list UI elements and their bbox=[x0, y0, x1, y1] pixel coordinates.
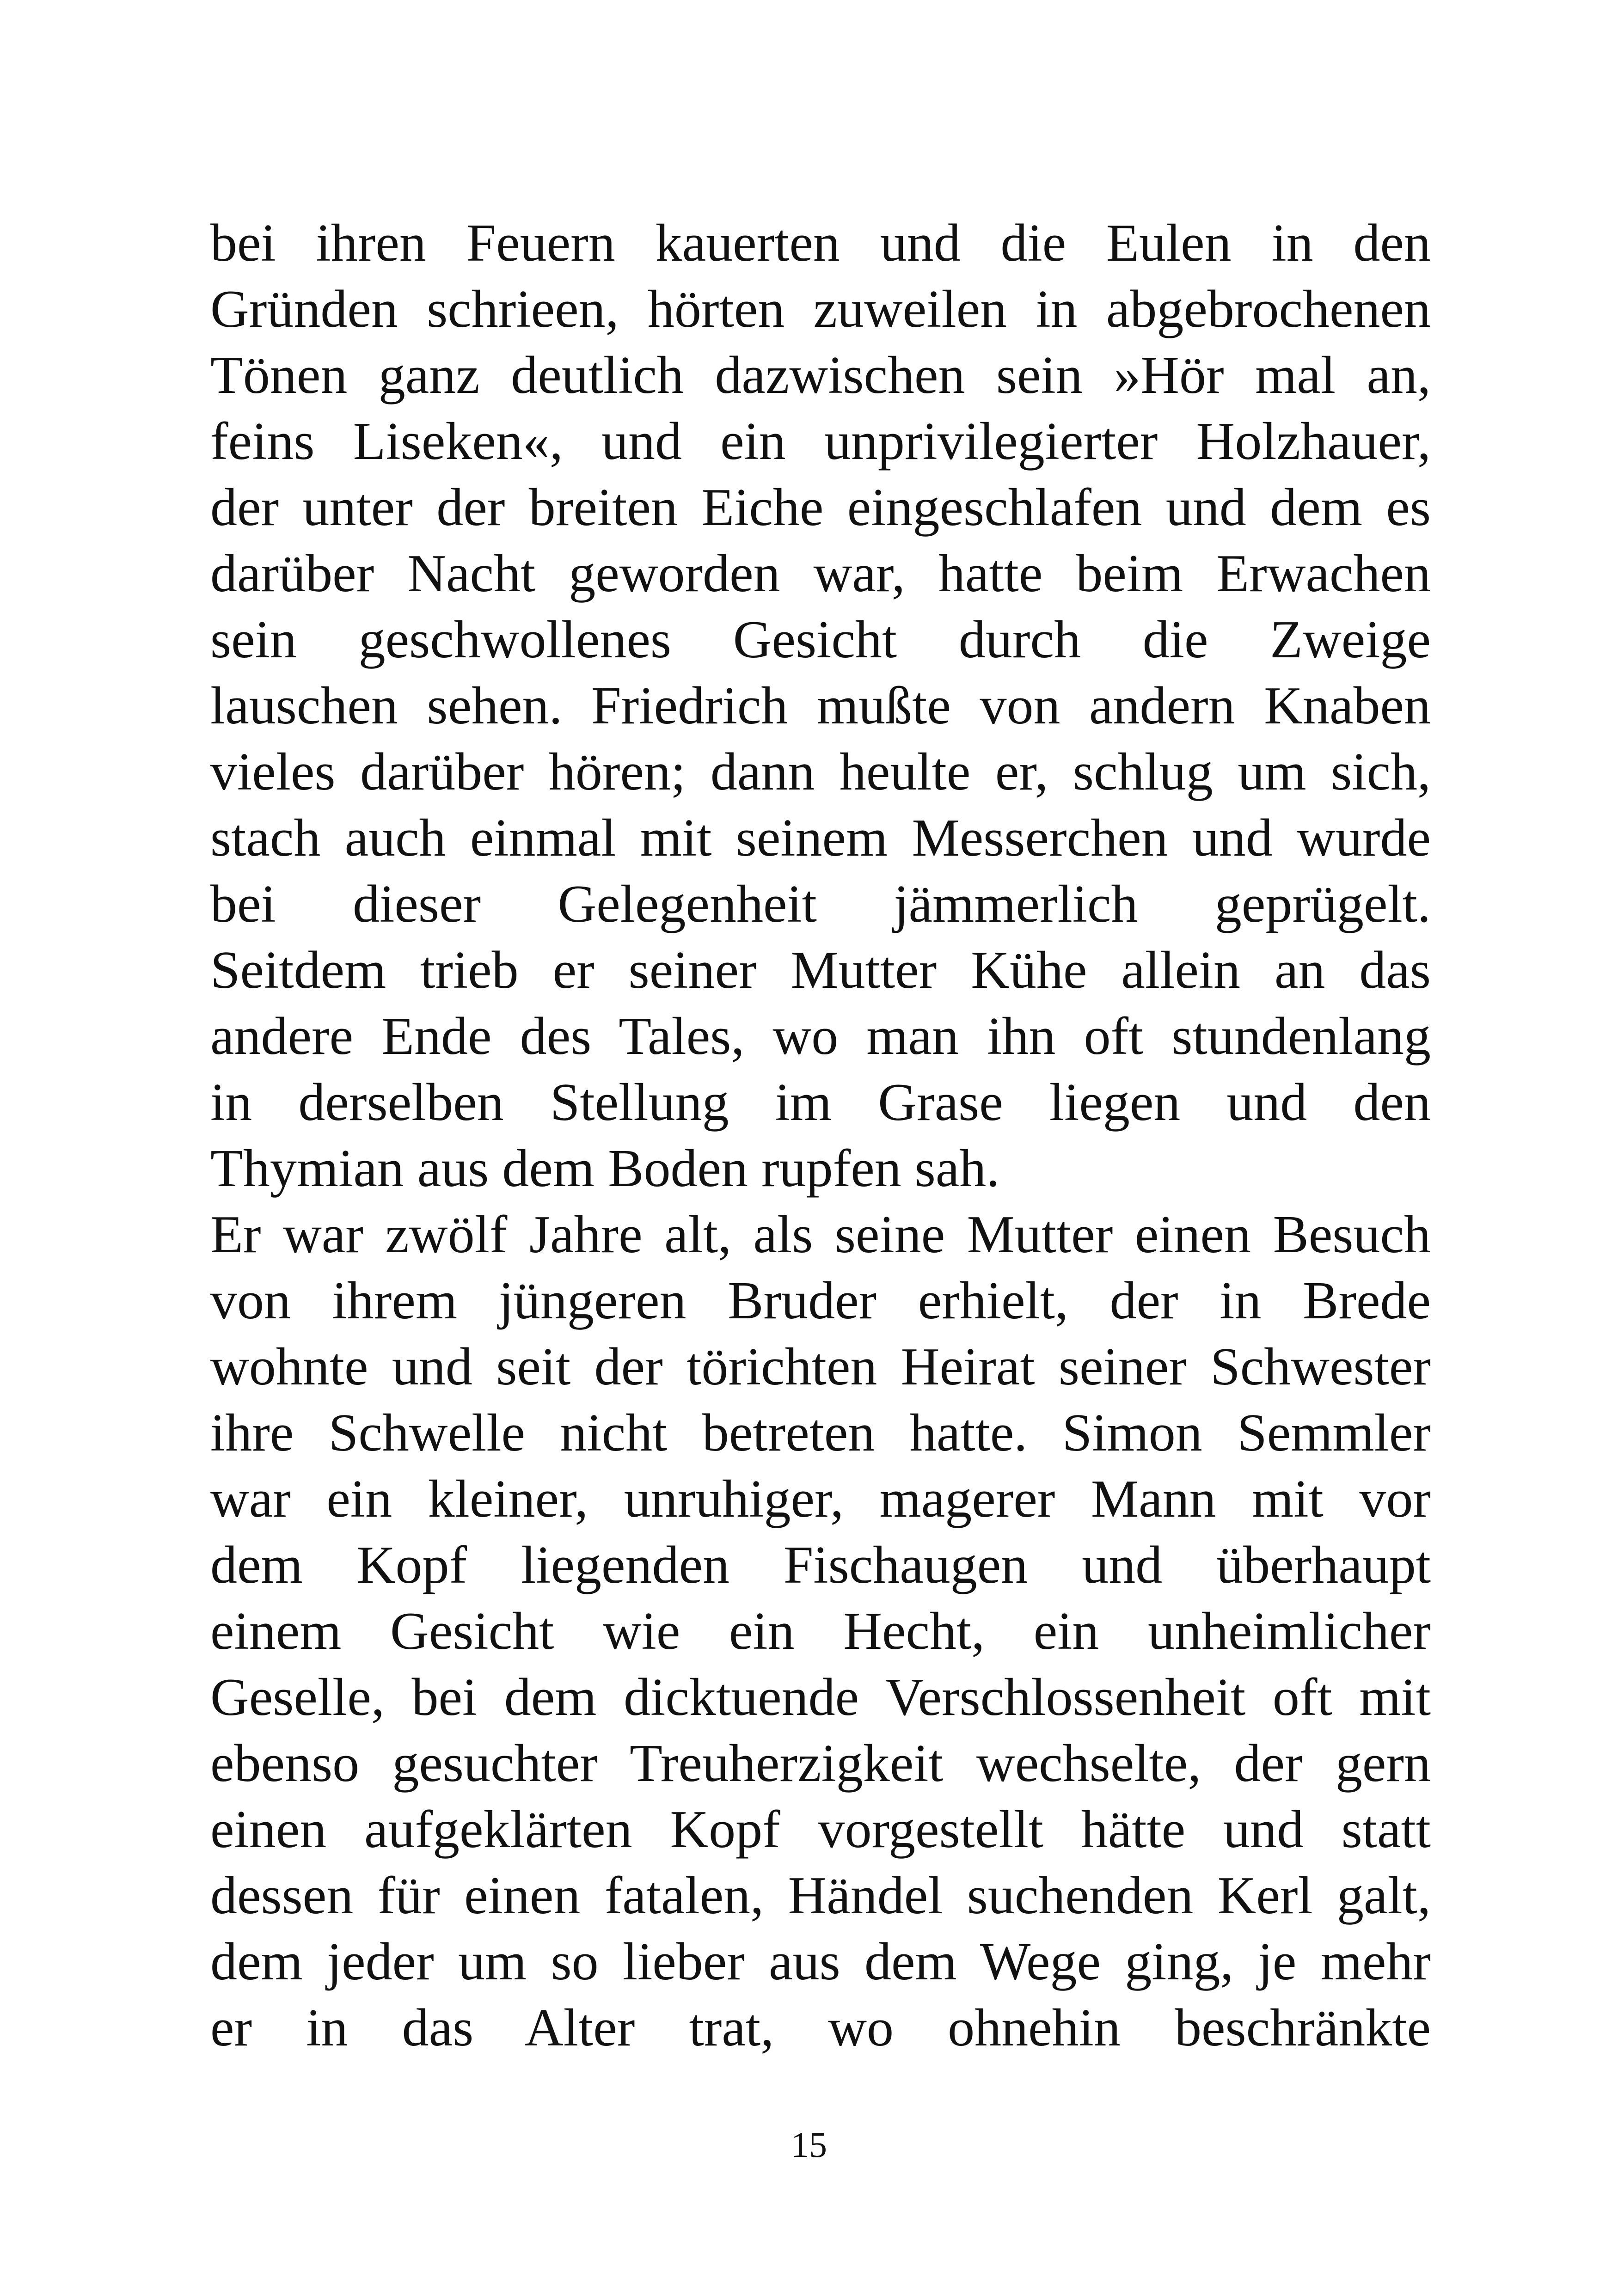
text-line: ihre Schwelle nicht betreten hatte. Simon Semmler bbox=[210, 1403, 1431, 1463]
text-line: wohnte und seit der törichten Heirat seiner Schwester bbox=[210, 1337, 1431, 1396]
text-line: Thymian aus dem Boden rupfen sah. bbox=[210, 1139, 1000, 1198]
text-line: bei ihren Feuern kauerten und die Eulen in den bbox=[210, 214, 1431, 273]
text-line: sein geschwollenes Gesicht durch die Zweige bbox=[210, 610, 1431, 669]
text-line: dem Kopf liegenden Fischaugen und überhaupt bbox=[210, 1536, 1431, 1595]
text-line: Er war zwölf Jahre alt, als seine Mutter einen Besuch bbox=[210, 1205, 1431, 1264]
text-line: war ein kleiner, unruhiger, magerer Mann mit vor bbox=[210, 1469, 1431, 1529]
text-line: stach auch einmal mit seinem Messerchen und wurde bbox=[210, 808, 1431, 868]
text-line: Gründen schrieen, hörten zuweilen in abgebrochenen bbox=[210, 280, 1431, 339]
body-text bbox=[210, 210, 1431, 2061]
text-line: dem jeder um so lieber aus dem Wege ging, je mehr bbox=[210, 1932, 1431, 1991]
text-line: einen aufgeklärten Kopf vorgestellt hätte und statt bbox=[210, 1800, 1431, 1859]
text-line: lauschen sehen. Friedrich mußte von andern Knaben bbox=[210, 676, 1431, 735]
text-line: vieles darüber hören; dann heulte er, schlug um sich, bbox=[210, 742, 1431, 802]
text-line: Geselle, bei dem dicktuende Verschlossenheit oft mit bbox=[210, 1668, 1431, 1727]
text-line: der unter der breiten Eiche eingeschlafen und dem es bbox=[210, 478, 1431, 537]
text-line: Seitdem trieb er seiner Mutter Kühe allein an das bbox=[210, 941, 1431, 1000]
text-line: von ihrem jüngeren Bruder erhielt, der in Brede bbox=[210, 1271, 1431, 1330]
text-line: andere Ende des Tales, wo man ihn oft stundenlang bbox=[210, 1007, 1431, 1066]
text-line: bei dieser Gelegenheit jämmerlich geprügelt. bbox=[210, 875, 1431, 934]
text-line: ebenso gesuchter Treuherzigkeit wechselte, der gern bbox=[210, 1734, 1431, 1793]
text-line: in derselben Stellung im Grase liegen und den bbox=[210, 1073, 1431, 1132]
text-line: dessen für einen fatalen, Händel suchenden Kerl galt, bbox=[210, 1866, 1431, 1925]
text-line: feins Liseken«, und ein unprivilegierter Holzhauer, bbox=[210, 412, 1431, 471]
text-line: darüber Nacht geworden war, hatte beim Erwachen bbox=[210, 544, 1431, 603]
text-line: einem Gesicht wie ein Hecht, ein unheimlicher bbox=[210, 1602, 1431, 1661]
page-number: 15 bbox=[791, 2125, 827, 2165]
text-line: Tönen ganz deutlich dazwischen sein »Hör mal an, bbox=[210, 346, 1431, 405]
text-line: er in das Alter trat, wo ohnehin beschränkte bbox=[210, 1998, 1431, 2057]
